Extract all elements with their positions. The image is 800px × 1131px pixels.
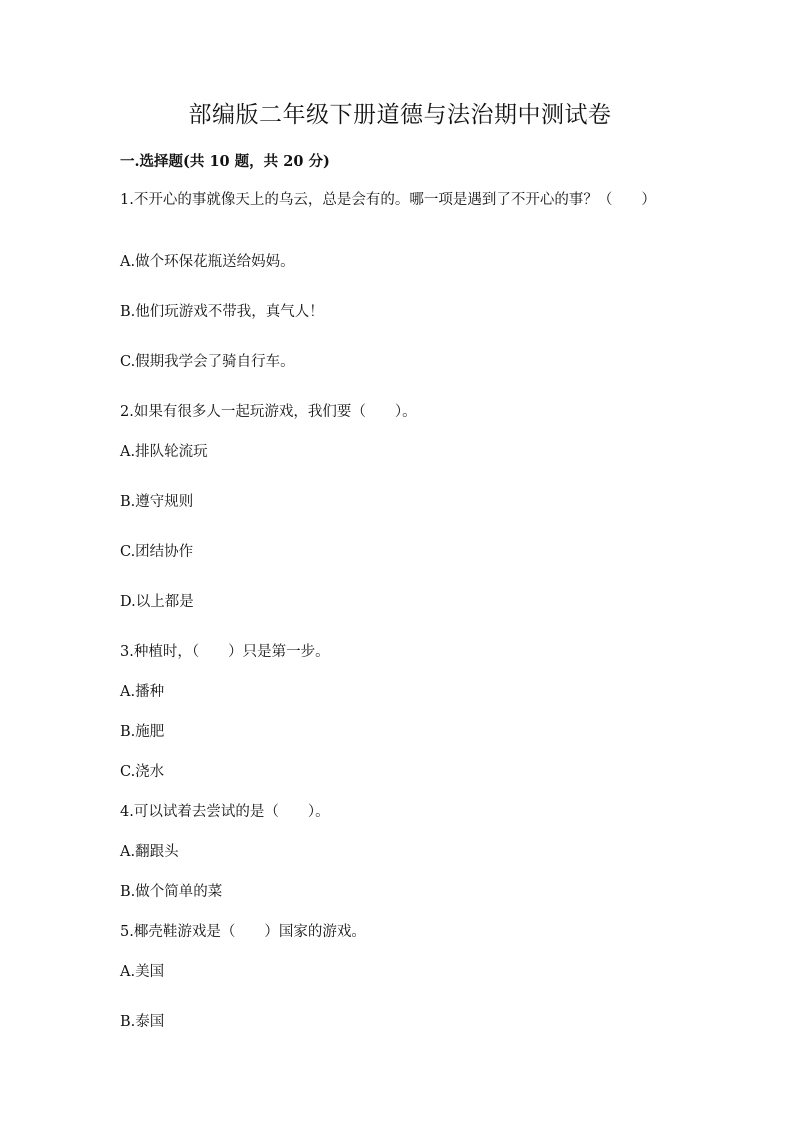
section-heading: 一.选择题(共 10 题，共 20 分) (120, 153, 330, 170)
question-4-option-a: A.翻跟头 (120, 844, 179, 860)
question-2-option-a: A.排队轮流玩 (120, 444, 208, 460)
question-1-stem: 1.不开心的事就像天上的乌云，总是会有的。哪一项是遇到了不开心的事？（ ） (120, 192, 656, 208)
question-5-option-b: B.泰国 (120, 1014, 165, 1030)
question-4-option-b: B.做个简单的菜 (120, 884, 223, 900)
question-3-option-a: A.播种 (120, 684, 165, 700)
question-3-option-c: C.浇水 (120, 764, 165, 780)
question-3-stem: 3.种植时，（ ）只是第一步。 (120, 644, 330, 660)
page-title: 部编版二年级下册道德与法治期中测试卷 (188, 102, 612, 128)
question-1-option-a: A.做个环保花瓶送给妈妈。 (120, 254, 295, 270)
question-5-option-a: A.美国 (120, 964, 165, 980)
question-3-option-b: B.施肥 (120, 724, 165, 740)
question-2-option-b: B.遵守规则 (120, 494, 194, 510)
question-5-stem: 5.椰壳鞋游戏是（ ）国家的游戏。 (120, 924, 366, 940)
question-4-stem: 4.可以试着去尝试的是（ ）。 (120, 804, 330, 820)
question-2-option-d: D.以上都是 (120, 594, 194, 610)
question-1-option-b: B.他们玩游戏不带我，真气人！ (120, 304, 324, 320)
question-2-option-c: C.团结协作 (120, 544, 194, 560)
question-2-stem: 2.如果有很多人一起玩游戏，我们要（ ）。 (120, 404, 417, 420)
question-1-option-c: C.假期我学会了骑自行车。 (120, 354, 295, 370)
